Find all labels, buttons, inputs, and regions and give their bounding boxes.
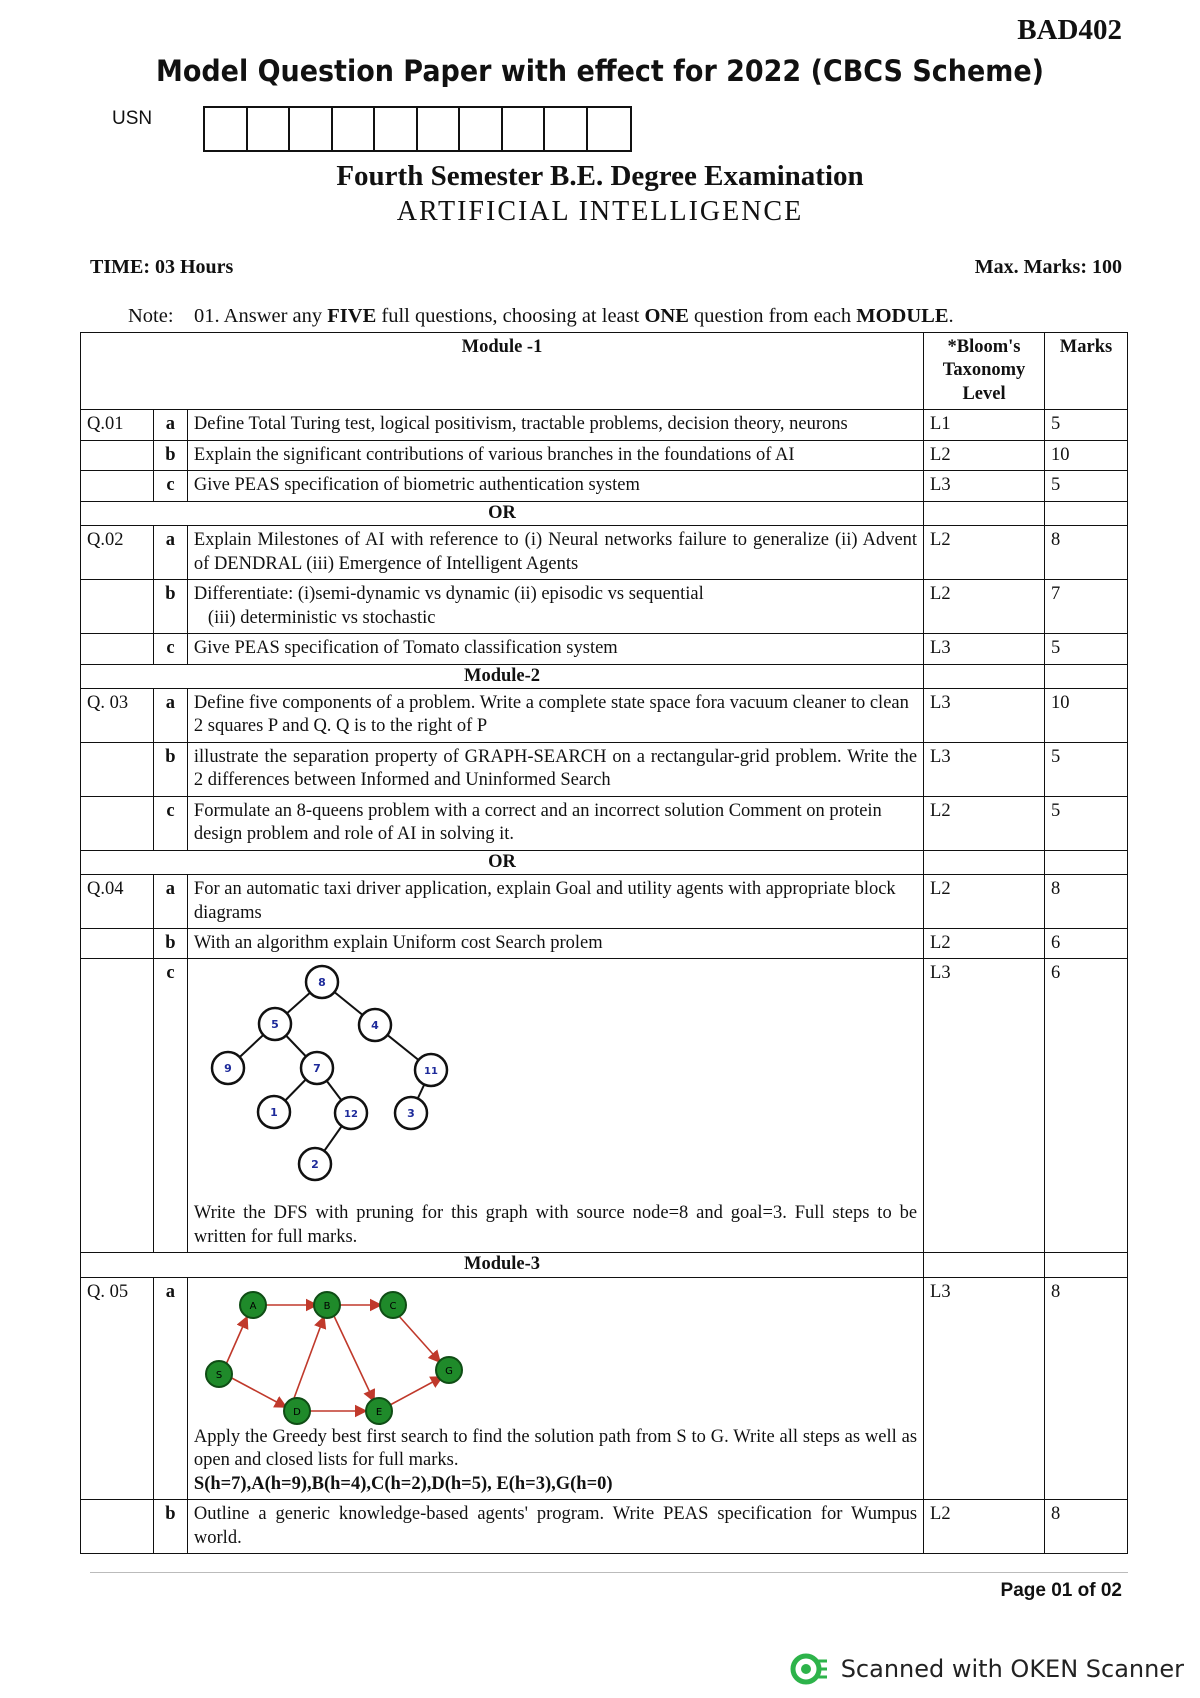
- question-number: Q.02: [81, 526, 154, 580]
- marks-value: 8: [1044, 1277, 1127, 1499]
- usn-box: [588, 108, 631, 150]
- usn-box: [205, 108, 248, 150]
- marks-value: 5: [1044, 410, 1127, 440]
- tree-node-label: 12: [343, 1109, 358, 1121]
- note-five: FIVE: [327, 305, 377, 327]
- graph-node: [240, 1292, 266, 1318]
- question-text: For an automatic taxi driver application, explain Goal and utility agents with appropriate block diagrams: [187, 875, 923, 929]
- graph-diagram: [194, 1281, 474, 1426]
- marks-value: 6: [1044, 929, 1127, 959]
- table-row: [81, 688, 1128, 742]
- scanner-logo-icon: [789, 1652, 829, 1686]
- tree-node: [301, 1052, 333, 1084]
- or-label: OR: [81, 501, 924, 525]
- question-cell: [187, 1277, 923, 1499]
- module-separator: [81, 664, 1128, 688]
- bloom-level: L2: [924, 875, 1045, 929]
- max-marks: Max. Marks: 100: [974, 256, 1122, 278]
- scanner-watermark: [789, 1652, 1184, 1686]
- exam-note: [128, 305, 954, 328]
- question-text: Define Total Turing test, logical positivism, tractable problems, decision theory, neurons: [187, 410, 923, 440]
- usn-box: [545, 108, 588, 150]
- question-text: Apply the Greedy best first search to find the solution path from S to G. Write all steps as well as open and closed lists for full marks.: [193, 1426, 918, 1471]
- part-label: b: [153, 742, 187, 796]
- tree-node: [212, 1052, 244, 1084]
- question-text: Write the DFS with pruning for this graph with source node=8 and goal=3. Full steps to be written for full marks.: [193, 1203, 918, 1247]
- note-text-end: .: [948, 305, 954, 327]
- question-text: Explain the significant contributions of various branches in the foundations of AI: [187, 440, 923, 470]
- tree-node-label: 3: [407, 1107, 415, 1121]
- tree-node: [359, 1009, 391, 1041]
- bloom-level: L3: [924, 471, 1045, 501]
- question-number: Q. 03: [81, 688, 154, 742]
- marks-value: 8: [1044, 526, 1127, 580]
- marks-value: 5: [1044, 742, 1127, 796]
- graph-node-label: E: [375, 1406, 383, 1418]
- marks-value: 5: [1044, 634, 1127, 664]
- table-row: [81, 959, 1128, 1253]
- tree-node: [335, 1097, 367, 1129]
- table-row: [81, 526, 1128, 580]
- marks-value: 10: [1044, 688, 1127, 742]
- table-row: [81, 742, 1128, 796]
- bloom-level: L3: [924, 742, 1045, 796]
- question-number: Q.01: [81, 410, 154, 440]
- marks-value: 6: [1044, 959, 1127, 1253]
- part-label: a: [153, 1277, 187, 1499]
- usn-boxes: [203, 106, 632, 152]
- module-3-heading: Module-3: [81, 1253, 924, 1277]
- or-separator: [81, 501, 1128, 525]
- marks-header: Marks: [1044, 333, 1127, 410]
- graph-node-label: A: [249, 1300, 257, 1312]
- graph-node-label: D: [293, 1406, 301, 1418]
- usn-box: [460, 108, 503, 150]
- part-label: b: [153, 580, 187, 634]
- graph-node: [380, 1292, 406, 1318]
- table-row: [81, 634, 1128, 664]
- tree-node: [306, 966, 338, 998]
- scanner-text: Scanned with OKEN Scanner: [840, 1655, 1184, 1683]
- part-label: c: [153, 634, 187, 664]
- graph-node-label: C: [389, 1300, 397, 1312]
- question-number: Q. 05: [81, 1277, 154, 1499]
- note-module: MODULE: [856, 305, 949, 327]
- or-separator: [81, 850, 1128, 874]
- graph-node: [284, 1398, 310, 1424]
- usn-box: [290, 108, 333, 150]
- graph-node: [314, 1292, 340, 1318]
- question-text: [187, 580, 923, 634]
- table-row: [81, 1277, 1128, 1499]
- table-row: [81, 580, 1128, 634]
- question-text: Formulate an 8-queens problem with a correct and an incorrect solution Comment on protein design problem and role of AI in solving it.: [187, 796, 923, 850]
- exam-time: TIME: 03 Hours: [90, 256, 234, 278]
- tree-node-label: 9: [224, 1062, 232, 1076]
- tree-node-label: 11: [423, 1066, 438, 1078]
- graph-node: [366, 1398, 392, 1424]
- graph-node: [206, 1361, 232, 1387]
- module-2-heading: Module-2: [81, 664, 924, 688]
- tree-node-label: 5: [271, 1018, 279, 1032]
- bloom-level: L1: [924, 410, 1045, 440]
- paper-title: Model Question Paper with effect for 2022 (CBCS Scheme): [155, 54, 1045, 88]
- part-label: c: [153, 471, 187, 501]
- question-text: Give PEAS specification of Tomato classification system: [187, 634, 923, 664]
- tree-node-label: 1: [270, 1106, 278, 1120]
- table-row: [81, 875, 1128, 929]
- question-table: [80, 332, 1128, 1554]
- module-1-heading: Module -1: [81, 333, 924, 410]
- tree-node-label: 2: [311, 1158, 319, 1172]
- bloom-level: L2: [924, 526, 1045, 580]
- part-label: c: [153, 796, 187, 850]
- bloom-level: L2: [924, 796, 1045, 850]
- tree-node: [415, 1054, 447, 1086]
- tree-node-label: 7: [313, 1062, 321, 1076]
- graph-node-label: S: [215, 1369, 223, 1381]
- part-label: a: [153, 688, 187, 742]
- note-text-mid2: question from each: [688, 305, 857, 327]
- bloom-level: L3: [924, 688, 1045, 742]
- marks-value: 8: [1044, 875, 1127, 929]
- question-text-line: Differentiate: (i)semi-dynamic vs dynamic (ii) episodic vs sequential: [193, 584, 704, 605]
- bloom-level: L3: [924, 1277, 1045, 1499]
- bloom-level: L2: [924, 929, 1045, 959]
- subject-heading: ARTIFICIAL INTELLIGENCE: [396, 196, 804, 227]
- usn-label: USN: [112, 108, 153, 129]
- part-label: a: [153, 875, 187, 929]
- graph-node: [436, 1357, 462, 1383]
- graph-node-label: B: [323, 1300, 331, 1312]
- question-cell: [187, 959, 923, 1253]
- table-row: [81, 440, 1128, 470]
- table-row: [81, 796, 1128, 850]
- usn-box: [333, 108, 376, 150]
- question-text: Define five components of a problem. Write a complete state space fora vacuum cleaner to clean 2 squares P and Q. Q is to the right of P: [187, 688, 923, 742]
- page-number: Page 01 of 02: [1000, 1580, 1122, 1601]
- part-label: c: [153, 959, 187, 1253]
- semester-heading: Fourth Semester B.E. Degree Examination: [336, 160, 864, 192]
- question-number: Q.04: [81, 875, 154, 929]
- graph-node-label: G: [445, 1365, 453, 1377]
- note-one: ONE: [644, 305, 689, 327]
- marks-value: 5: [1044, 796, 1127, 850]
- tree-node-label: 4: [371, 1019, 379, 1033]
- marks-value: 10: [1044, 440, 1127, 470]
- module-separator: [81, 1253, 1128, 1277]
- question-text: Explain Milestones of AI with reference to (i) Neural networks failure to generalize (ii) Advent of DENDRAL (iii) Emergence of Intelligent Agents: [187, 526, 923, 580]
- usn-box: [375, 108, 418, 150]
- tree-node: [258, 1096, 290, 1128]
- marks-value: 7: [1044, 580, 1127, 634]
- tree-node: [395, 1097, 427, 1129]
- part-label: b: [153, 440, 187, 470]
- bloom-level: L2: [924, 580, 1045, 634]
- marks-value: 8: [1044, 1500, 1127, 1554]
- part-label: a: [153, 526, 187, 580]
- note-label: Note:: [128, 305, 174, 327]
- note-text-prefix: 01. Answer any: [194, 305, 328, 327]
- tree-node: [259, 1008, 291, 1040]
- or-label: OR: [81, 850, 924, 874]
- tree-node-label: 8: [318, 976, 326, 990]
- usn-box: [248, 108, 291, 150]
- table-row: [81, 1500, 1128, 1554]
- bloom-level: L3: [924, 959, 1045, 1253]
- question-text-line: (iii) deterministic vs stochastic: [207, 607, 436, 628]
- bloom-level: L2: [924, 1500, 1045, 1554]
- part-label: b: [153, 1500, 187, 1554]
- table-header-row: [81, 333, 1128, 410]
- marks-value: 5: [1044, 471, 1127, 501]
- heuristic-values: S(h=7),A(h=9),B(h=4),C(h=2),D(h=5), E(h=3),G(h=0): [193, 1473, 613, 1494]
- note-text-mid: full questions, choosing at least: [376, 305, 645, 327]
- table-row: [81, 410, 1128, 440]
- tree-node: [299, 1148, 331, 1180]
- question-text: Give PEAS specification of biometric authentication system: [187, 471, 923, 501]
- usn-box: [503, 108, 546, 150]
- table-row: [81, 929, 1128, 959]
- footer-divider: [90, 1572, 1128, 1573]
- question-text: illustrate the separation property of GRAPH-SEARCH on a rectangular-grid problem. Write the 2 differences between Informed and Uninformed Search: [187, 742, 923, 796]
- blooms-level-header: *Bloom's Taxonomy Level: [924, 333, 1045, 410]
- subject-code: BAD402: [1017, 14, 1122, 46]
- bloom-level: L2: [924, 440, 1045, 470]
- tree-diagram: [194, 962, 494, 1202]
- usn-box: [418, 108, 461, 150]
- question-text: Outline a generic knowledge-based agents' program. Write PEAS specification for Wumpus world.: [187, 1500, 923, 1554]
- bloom-level: L3: [924, 634, 1045, 664]
- part-label: b: [153, 929, 187, 959]
- part-label: a: [153, 410, 187, 440]
- table-row: [81, 471, 1128, 501]
- question-text: With an algorithm explain Uniform cost Search prolem: [187, 929, 923, 959]
